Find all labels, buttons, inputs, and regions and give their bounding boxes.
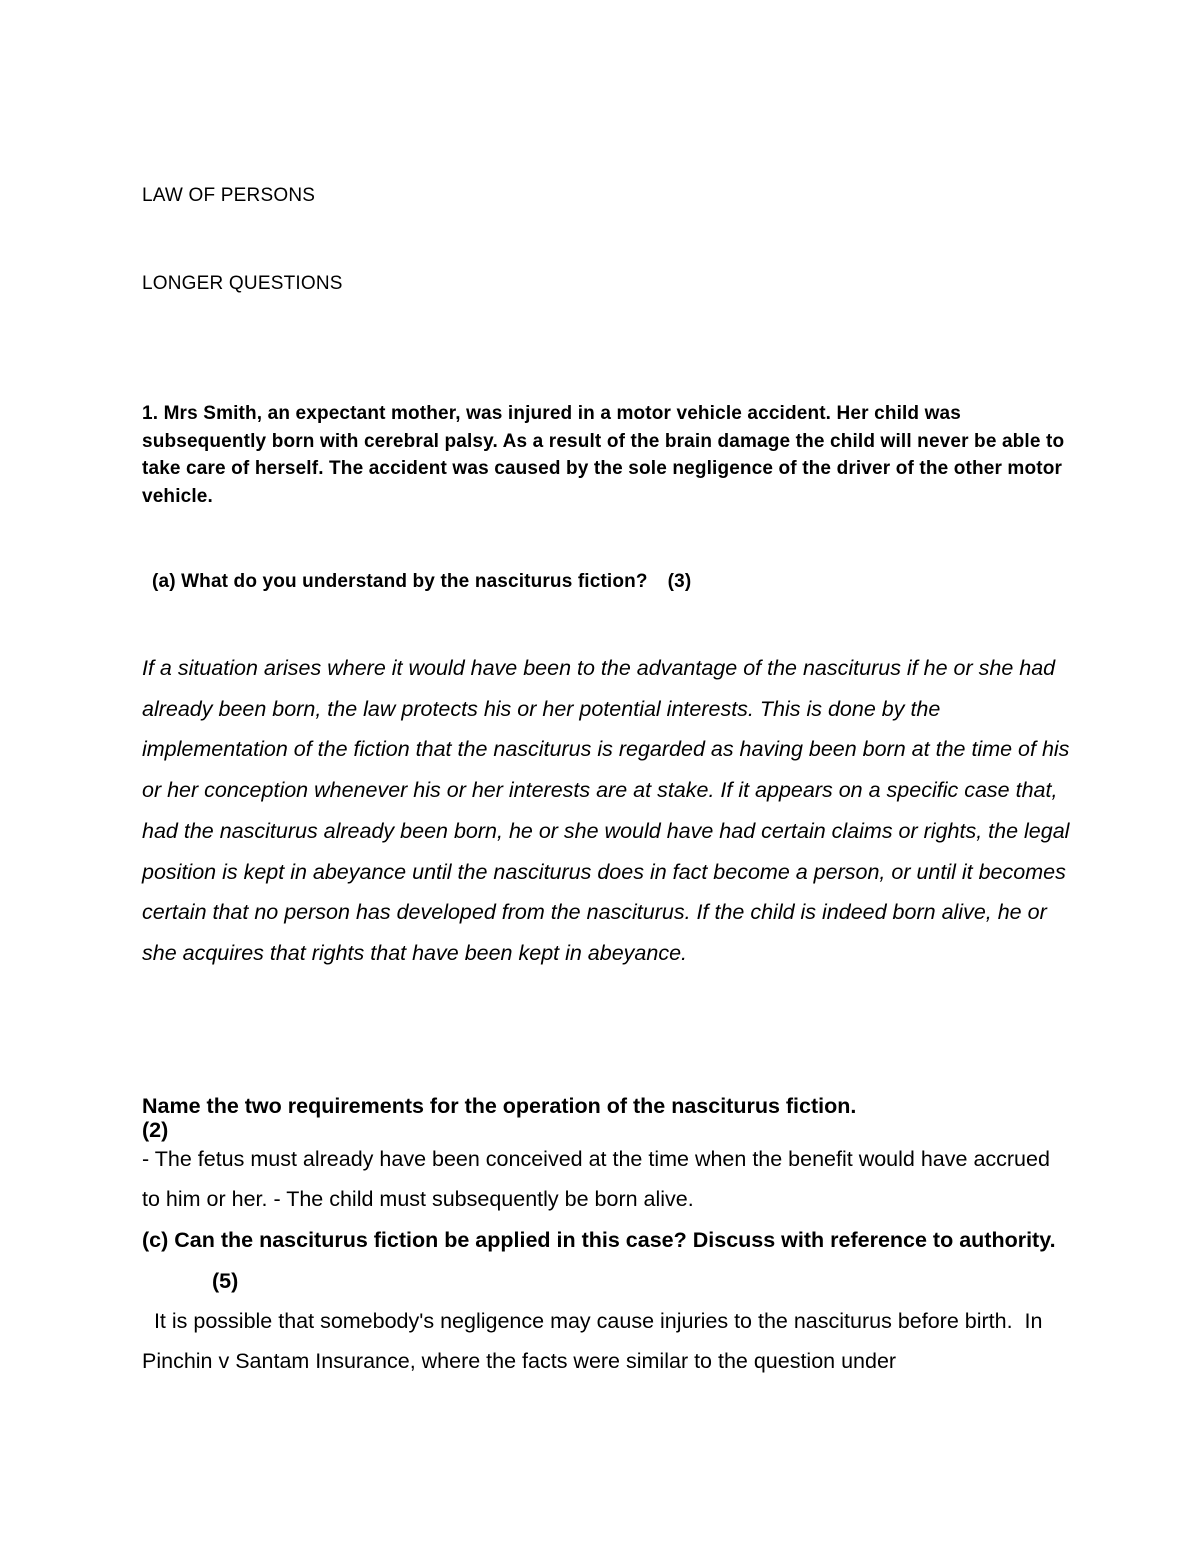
answer-c-text: It is possible that somebody's negligence may cause injuries to the nasciturus before birth. In Pinchin v Santam Insurance, where the facts were similar to the question under	[142, 1309, 1049, 1373]
question-c-text: (c) Can the nasciturus fiction be applied in this case? Discuss with reference to authority.	[142, 1228, 1056, 1252]
answer-a-text: If a situation arises where it would have been to the advantage of the nasciturus if he or she had already been born, the law protects his or her potential interests. This is done by the implementation of the fiction that the nasciturus is regarded as having been born at the time of his or her conception whenever his or her interests are at stake. If it appears on a specific case that, had the nasciturus already been born, he or she would have had certain claims or rights, the legal position is kept in abeyance until the nasciturus does in fact become a person, or until it becomes certain that no person has developed from the nasciturus. If the child is indeed born alive, he or she acquires that rights that have been kept in abeyance.	[142, 656, 1070, 965]
question-a-marks: (3)	[667, 571, 692, 592]
question-a-text: (a) What do you understand by the nasciturus fiction?	[152, 571, 648, 592]
question-b-text: Name the two requirements for the operation of the nasciturus fiction.	[142, 1094, 857, 1118]
document-subtitle: LONGER QUESTIONS	[142, 273, 343, 294]
question-c-marks: (5)	[212, 1269, 239, 1293]
question-c	[142, 1220, 1072, 1302]
question-1-text: 1. Mrs Smith, an expectant mother, was injured in a motor vehicle accident. Her child was subsequently born with cerebral palsy. As a result of the brain damage the child will never be able to take care of herself. The accident was caused by the sole negligence of the driver of the other motor vehicle.	[142, 403, 1065, 507]
question-b-marks: (2)	[142, 1118, 169, 1142]
question-b	[142, 1094, 1072, 1142]
question-a	[142, 570, 1082, 594]
answer-b-text: - The fetus must already have been conceived at the time when the benefit would have accrued to him or her. - The child must subsequently be born alive.	[142, 1147, 1050, 1211]
document-title: LAW OF PERSONS	[142, 185, 316, 206]
